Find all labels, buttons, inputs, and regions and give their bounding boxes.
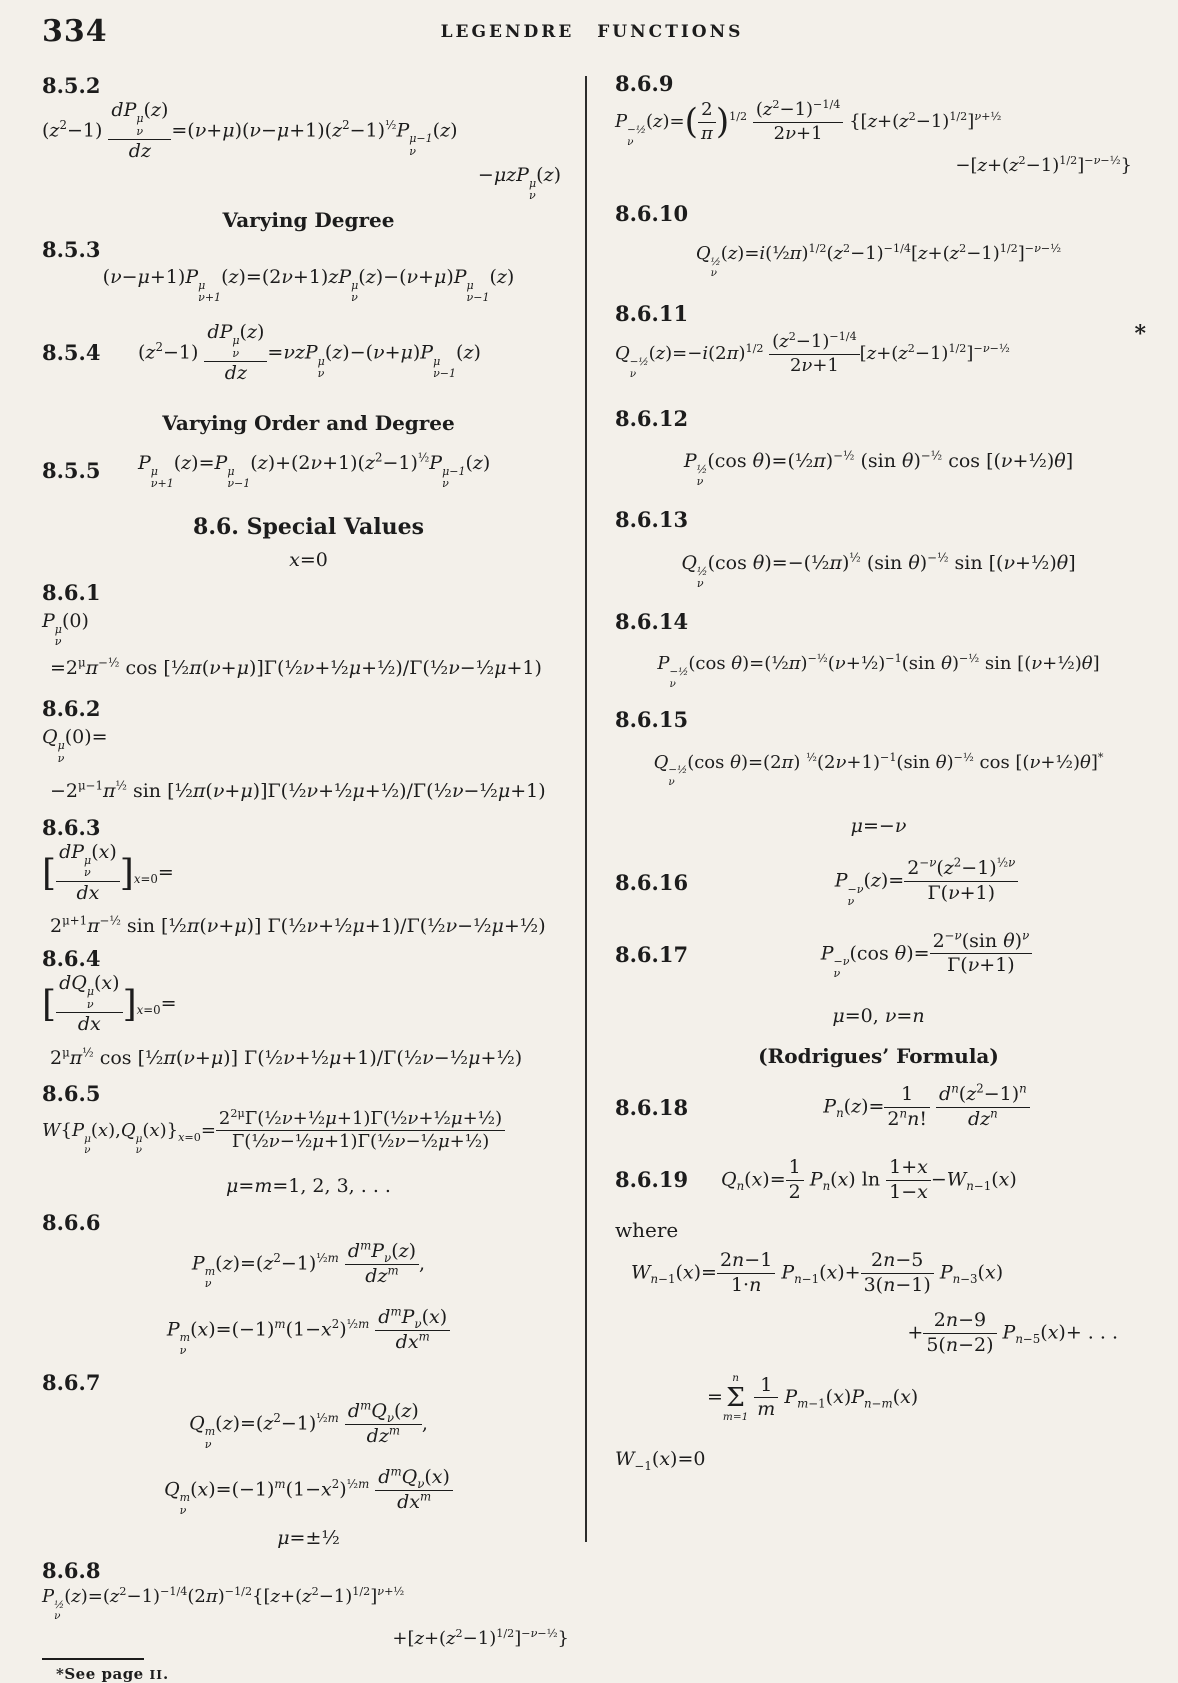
equation-line: (ν−μ+1)P μ ν+1 (z)=(2ν+1)zP μ ν (z)−(ν+μ)P μ ν−1 (z) bbox=[102, 265, 515, 304]
equation-line: $W_{n-1}(x)=$ $\frac{2n-1}{1\cdot n}$ $P_{n-1}(x)+$ $\frac{2n-5}{3(n-1)}$ $P_{n-3}(x)$ bbox=[631, 1248, 1004, 1296]
equation-number-8.6.12: 8.6.12 bbox=[615, 405, 689, 431]
equation-line: Q μ ν (0)= bbox=[42, 726, 108, 765]
equation-number-8.6.18: 8.6.18 bbox=[615, 1094, 689, 1120]
equation-number-8.6.17: 8.6.17 bbox=[615, 942, 689, 968]
equation-line: W{P μ ν (x),Q μ ν $(x)\}_{x=0}=$ $\frac{2^{2\mu}\Gamma(\frac{1}{2}\nu+\frac{1}{2}\mu+1)\Gamma(\frac{1}{2}\nu+\frac{1}{2}\mu+\frac{1}{2})}{\text{Γ(½ν−½μ+1)Γ(½ν−½μ+½)}}$ bbox=[42, 1109, 575, 1157]
equation-line: Q ½ ν $(z)=i(\frac{1}{2}\pi)^{1/2}(z^2-1)^{-1/4}[z+(z^2-1)^{1/2}]^{-\nu-\frac{1}{2}}$ bbox=[695, 241, 1062, 280]
group-heading: (Rodrigues’ Formula) bbox=[758, 1044, 999, 1069]
equation-line: P m ν $(x)=(-1)^m(1-x^2)^{\frac{1}{2}m}$ $d^mP_\nu(x)$ $dx^m$ bbox=[42, 1307, 575, 1357]
equation-number-8.6.14: 8.6.14 bbox=[615, 609, 689, 635]
equation-line: Q −½ ν $(z)=-i(2\pi)^{1/2}$ $\frac{(z^2-1)^{-1/4}}{2\nu+1}$ $[z+(z^2-1)^{1/2}]^{-\nu-\frac{1}{2}}$ * bbox=[615, 321, 1146, 380]
equation-number-8.6.5: 8.6.5 bbox=[42, 1081, 101, 1107]
equation-number-8.6.11: 8.6.11 bbox=[615, 301, 689, 327]
equation-line: Q −½ ν (cos θ)=(2π) $^{\frac{1}{2}}(2\nu+1)^{-1}(\sin$ θ)$^{-\frac{1}{2}}$ cos [(ν+½)θ]* bbox=[653, 750, 1104, 789]
equation-number-8.5.4: 8.5.4 bbox=[42, 340, 101, 366]
equation-line: $W_{-1}(x)=0$ bbox=[615, 1447, 706, 1473]
equation-number-8.6.7: 8.6.7 bbox=[42, 1369, 101, 1395]
condition-line: μ=0, ν=n bbox=[832, 1004, 925, 1027]
column-divider bbox=[585, 76, 587, 1542]
equation-line: P −½ ν (z)=( $\frac{2}{\pi}$ )$^{1/2}$ $\frac{(z^2-1)^{-1/4}}{2\nu+1}$ {$[z+(z^2-1)^{1/2}]^{\nu+\frac{1}{2}}$ bbox=[615, 98, 1002, 148]
equation-line: $(z^2-1)$ dP μ ν (z) dz $=(\nu+\mu)(\nu-\mu+1)(z^2-1)^{\frac{1}{2}}P$ μ−1 ν (z) bbox=[42, 99, 458, 162]
equation-number-8.6.9: 8.6.9 bbox=[615, 71, 674, 96]
equation-line: P −ν ν (z)= $\frac{2^{-\nu}(z^2-1)^{\frac{1}{2}\nu}}{\Gamma(\nu+1)}$ bbox=[711, 858, 1142, 908]
equation-number-8.6.10: 8.6.10 bbox=[615, 200, 689, 226]
footnote-text: *See page II. bbox=[56, 1665, 169, 1683]
footnote bbox=[42, 1658, 575, 1683]
equation-line: $2^{\mu+1}\pi^{-\frac{1}{2}}$ sin [½π(ν+μ)] Γ(½ν+½μ+1)/Γ(½ν−½μ+½) bbox=[50, 914, 546, 938]
equation-line: P ½ ν $(z)=(z^2-1)^{-1/4}(2\pi)^{-1/2}\{[z+(z^2-1)^{1/2}]^{\nu+\frac{1}{2}}$ bbox=[42, 1584, 405, 1623]
condition-line: μ=m=1, 2, 3, . . . bbox=[226, 1174, 391, 1197]
footnote-star: * bbox=[1134, 321, 1146, 348]
equation-row-8.5.4 bbox=[42, 322, 575, 385]
equation-line: = n Σ m=1 $\frac{1}{m}$ $P_{m-1}(x)P_{n-m}(x)$ bbox=[707, 1372, 919, 1423]
equation-line: P ½ ν (cos θ)=(½π)$^{-\frac{1}{2}}$ (sin θ)$^{-\frac{1}{2}}$ cos [(ν+½)θ] bbox=[683, 448, 1074, 489]
footnote-rule bbox=[42, 1658, 144, 1660]
equation-line: $(z^2-1)$ dP μ ν (z) dz =νzP μ ν (z)−(ν+μ)P μ ν−1 (z) bbox=[138, 321, 481, 384]
equation-line: [ dP μ ν (x) dx ]$_{x=0}=$ bbox=[42, 840, 174, 904]
section-heading: 8.6. Special Values bbox=[193, 514, 424, 541]
equation-number-8.5.5: 8.5.5 bbox=[42, 457, 101, 483]
equation-number-8.6.8: 8.6.8 bbox=[42, 1557, 101, 1583]
equation-number-8.6.4: 8.6.4 bbox=[42, 946, 101, 972]
columns bbox=[42, 66, 1146, 1683]
equation-line: + $\frac{2n-9}{5(n-2)}$ $P_{n-5}(x)+$ . . . bbox=[907, 1309, 1118, 1357]
equation-number-8.6.6: 8.6.6 bbox=[42, 1209, 101, 1235]
equation-number-8.5.2: 8.5.2 bbox=[42, 73, 101, 98]
equation-line: $=2^\mu\pi^{-\frac{1}{2}}$ cos [½π(ν+μ)]Γ(½ν+½μ+½)/Γ(½ν−½μ+1) bbox=[50, 656, 542, 680]
equation-number-8.6.16: 8.6.16 bbox=[615, 870, 689, 896]
equation-number-8.6.1: 8.6.1 bbox=[42, 579, 101, 605]
equation-row-8.5.5 bbox=[42, 451, 575, 491]
equation-line: Q m ν $(x)=(-1)^m(1-x^2)^{\frac{1}{2}m}$ $d^mQ_\nu(x)$ $dx^m$ bbox=[42, 1467, 575, 1517]
equation-line: $-2^{\mu-1}\pi^{\frac{1}{2}}$ sin [½π(ν+μ)]Γ(½ν+½μ+½)/Γ(½ν−½μ+1) bbox=[50, 778, 546, 802]
equation-line: Q ½ ν (cos θ)=−(½π)$^{\frac{1}{2}}$ (sin θ)$^{-\frac{1}{2}}$ sin [(ν+½)θ] bbox=[681, 550, 1076, 590]
equation-line: P μ ν+1 (z)=P μ ν−1 $(z)+(2\nu+1)(z^2-1)^{\frac{1}{2}}P$ μ−1 ν (z) bbox=[138, 450, 491, 491]
group-heading: Varying Order and Degree bbox=[162, 410, 455, 435]
equation-number-8.6.3: 8.6.3 bbox=[42, 814, 101, 840]
condition-line: μ=±½ bbox=[277, 1527, 340, 1550]
equation-row-8.6.17 bbox=[615, 928, 1142, 981]
equation-line: P −½ ν (cos θ)=(½π)$^{-\frac{1}{2}}$(ν+½)$^{-1}$(sin θ)$^{-\frac{1}{2}}$ sin [(ν+½)θ] bbox=[657, 652, 1100, 690]
equation-row-8.6.19 bbox=[615, 1157, 1142, 1204]
condition-line: μ=−ν bbox=[850, 814, 907, 837]
equation-line: P −ν ν (cos θ)= $\frac{2^{-\nu}(\sin \theta)^\nu}{\Gamma(\nu+1)}$ bbox=[711, 931, 1142, 981]
equation-line: P μ ν (0) bbox=[42, 609, 89, 649]
text-line: where bbox=[615, 1217, 679, 1242]
page-number: 334 bbox=[42, 14, 108, 49]
equation-row-8.6.18 bbox=[615, 1081, 1142, 1131]
left-column bbox=[42, 66, 589, 1683]
right-column bbox=[589, 66, 1146, 1473]
equation-number-8.6.19: 8.6.19 bbox=[615, 1167, 689, 1193]
condition-line: x=0 bbox=[289, 548, 328, 571]
equation-number-8.6.2: 8.6.2 bbox=[42, 696, 101, 722]
equation-line: $Q_n(x)=$ $\frac{1}{2}$ $P_n(x)$ ln $\frac{1+x}{1-x}$ $-W_{n-1}(x)$ bbox=[721, 1155, 1017, 1203]
equation-line: −μzP μ ν (z) bbox=[477, 163, 561, 203]
equation-line: $+[z+(z^2-1)^{1/2}]^{-\nu-\frac{1}{2}}$} bbox=[392, 1627, 569, 1650]
running-title: LEGENDRE FUNCTIONS bbox=[440, 22, 744, 42]
equation-line: Q m ν $(z)=(z^2-1)^{\frac{1}{2}m}$ $d^mQ_\nu(z)$ $dz^m$ , bbox=[189, 1398, 428, 1451]
group-heading: Varying Degree bbox=[222, 208, 395, 233]
equation-number-8.6.13: 8.6.13 bbox=[615, 507, 689, 533]
equation-number-8.6.15: 8.6.15 bbox=[615, 707, 689, 733]
equation-line: [ dQ μ ν (x) dx ]$_{x=0}=$ bbox=[42, 972, 177, 1035]
equation-line: $2^\mu\pi^{\frac{1}{2}}$ cos [½π(ν+μ)] Γ(½ν+½μ+1)/Γ(½ν−½μ+½) bbox=[50, 1045, 523, 1069]
equation-line: $P_n(z)=$ $\frac{1}{2^nn!}$ $d^n(z^2-1)^n$ $dz^n$ bbox=[711, 1084, 1142, 1131]
equation-line: $-[z+(z^2-1)^{1/2}]^{-\nu-\frac{1}{2}}$} bbox=[955, 154, 1132, 177]
equation-number-8.5.3: 8.5.3 bbox=[42, 237, 101, 263]
page-header bbox=[42, 14, 1142, 66]
equation-row-8.6.16 bbox=[615, 858, 1142, 908]
equation-line: P m ν $(z)=(z^2-1)^{\frac{1}{2}m}$ $d^mP_\nu(z)$ $dz^m$ , bbox=[191, 1238, 426, 1291]
